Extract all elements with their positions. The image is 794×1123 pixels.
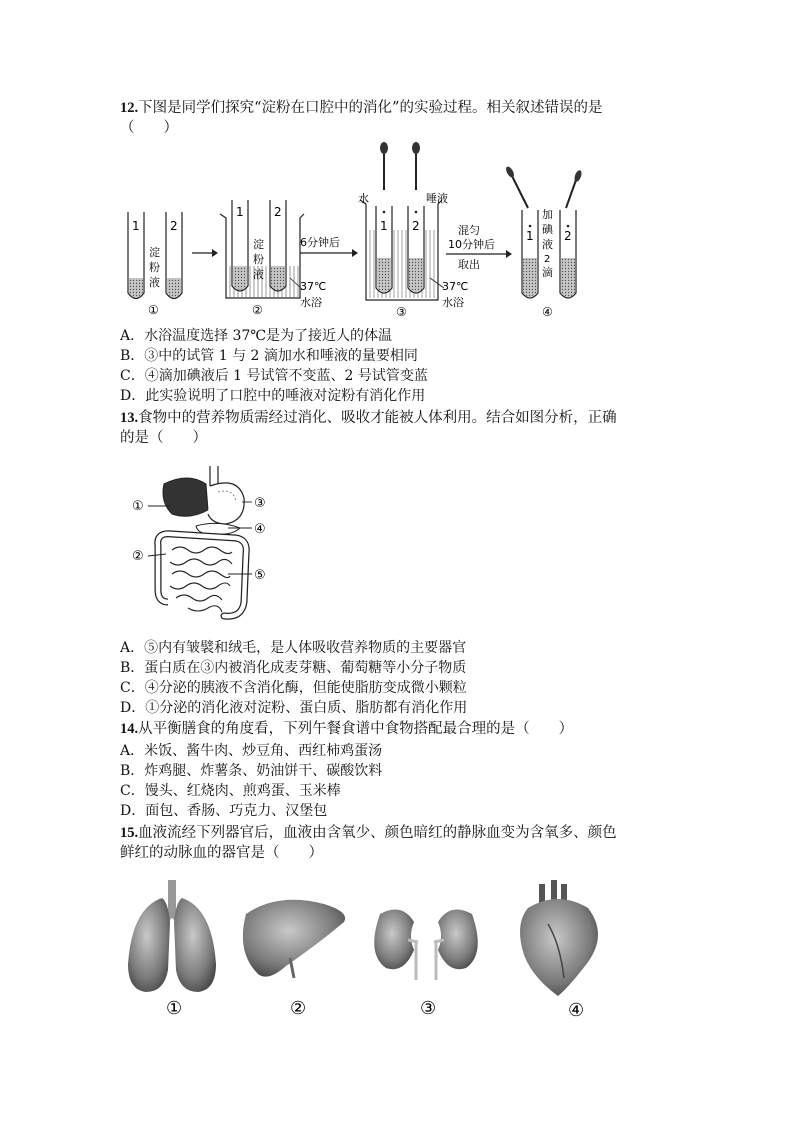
- q12-stem: [120, 98, 602, 118]
- q14-option-d: D．面包、香肠、巧克力、汉堡包: [120, 803, 328, 819]
- q15-number: 15.: [120, 825, 139, 841]
- q15-stem-line1: 15.血液流经下列器官后，血液由含氧少、颜色暗红的静脉血变为含氧多、颜色: [120, 825, 617, 841]
- q12-option-c: C．④滴加碘液后 1 号试管不变蓝、2 号试管变蓝: [120, 368, 428, 384]
- step2-beaker: [220, 200, 326, 317]
- svg-text:液: 液: [542, 238, 553, 251]
- q13-stem-line1: 13.食物中的营养物质需经过消化、吸收才能被人体利用。结合如图分析，正确: [120, 410, 617, 426]
- q15-stem-line2: 鲜红的动脉血的器官是（ ）: [120, 845, 323, 861]
- q12-answer-paren: （ ）: [120, 120, 178, 136]
- label-4-pancreas: ④: [254, 522, 266, 537]
- label-2-large-intestine: ②: [132, 549, 144, 564]
- svg-text:碘: 碘: [542, 223, 553, 236]
- label-5-small-intestine: ⑤: [254, 568, 266, 583]
- liver-image: [243, 900, 345, 1019]
- svg-text:粉: 粉: [149, 261, 160, 274]
- svg-text:2: 2: [564, 229, 572, 243]
- tube2-label: 2: [170, 219, 178, 233]
- tube1-label: 1: [132, 219, 140, 233]
- svg-text:1: 1: [236, 205, 244, 219]
- lungs-image: [128, 880, 216, 1019]
- svg-text:1: 1: [526, 229, 534, 243]
- q13-digestive-system-figure: [128, 462, 278, 630]
- organ-2-label: ②: [290, 998, 307, 1019]
- arrow3-takeout: 取出: [458, 258, 480, 271]
- svg-text:2: 2: [412, 219, 420, 233]
- q15-organs-figure: [118, 874, 618, 1024]
- svg-text:液: 液: [149, 276, 160, 289]
- step3-label: ③: [396, 305, 407, 319]
- svg-text:1: 1: [380, 219, 388, 233]
- water-label: 水: [358, 192, 369, 205]
- step2-temp: 37℃: [300, 280, 327, 293]
- svg-text:加: 加: [542, 208, 553, 221]
- svg-text:淀: 淀: [253, 238, 264, 251]
- heart-image: [520, 880, 598, 1021]
- svg-text:滴: 滴: [542, 266, 553, 279]
- q12-option-d: D．此实验说明了口腔中的唾液对淀粉有消化作用: [120, 388, 426, 404]
- step3-water-bath: 水浴: [442, 296, 464, 309]
- q13-option-a: A．⑤内有皱襞和绒毛，是人体吸收营养物质的主要器官: [120, 640, 467, 656]
- svg-text:液: 液: [253, 268, 264, 281]
- saliva-label: 唾液: [426, 192, 448, 205]
- step2-label: ②: [252, 303, 263, 317]
- organ-4-label: ④: [568, 1000, 585, 1021]
- q13-stem-line2: 的是（ ）: [120, 430, 207, 446]
- step4-tubes: [504, 165, 582, 319]
- svg-text:2: 2: [274, 205, 282, 219]
- q12-stem-text: 下图是同学们探究“淀粉在口腔中的消化”的实验过程。相关叙述错误的是: [138, 100, 603, 116]
- arrow3-time: 10分钟后: [448, 238, 495, 251]
- q12-experiment-figure: [120, 138, 600, 320]
- svg-text:2: 2: [544, 254, 551, 265]
- label-1-liver: ①: [132, 499, 144, 514]
- arrow3-mix: 混匀: [458, 224, 480, 237]
- q12-number: 12.: [120, 100, 139, 116]
- q12-option-b: B．③中的试管 1 与 2 滴加水和唾液的量要相同: [120, 348, 418, 364]
- step3-beaker: [358, 142, 468, 319]
- step1-label: ①: [148, 303, 159, 317]
- label-3-stomach: ③: [254, 496, 266, 511]
- step4-label: ④: [542, 305, 553, 319]
- q13-option-b: B．蛋白质在③内被消化成麦芽糖、葡萄糖等小分子物质: [120, 660, 467, 676]
- q14-number: 14.: [120, 721, 139, 737]
- q13-number: 13.: [120, 410, 139, 426]
- step3-temp: 37℃: [442, 280, 469, 293]
- svg-text:粉: 粉: [253, 253, 264, 266]
- q13-option-d: D．①分泌的消化液对淀粉、蛋白质、脂肪都有消化作用: [120, 700, 468, 716]
- organ-1-label: ①: [166, 998, 183, 1019]
- q12-option-a: A．水浴温度选择 37℃是为了接近人的体温: [120, 328, 393, 344]
- arrow2-text: 6分钟后: [300, 236, 340, 249]
- organ-3-label: ③: [420, 998, 437, 1019]
- q14-stem: 14.从平衡膳食的角度看，下列午餐食谱中食物搭配最合理的是（ ）: [120, 721, 574, 737]
- q14-option-b: B．炸鸡腿、炸薯条、奶油饼干、碳酸饮料: [120, 763, 383, 779]
- svg-text:淀: 淀: [149, 246, 160, 259]
- q14-option-a: A．米饭、酱牛肉、炒豆角、西红柿鸡蛋汤: [120, 743, 383, 759]
- step2-water-bath: 水浴: [300, 296, 322, 309]
- q13-option-c: C．④分泌的胰液不含消化酶，但能使脂肪变成微小颗粒: [120, 680, 467, 696]
- kidneys-image: [374, 910, 478, 1020]
- step1-tubes: [128, 212, 182, 317]
- q14-option-c: C．馒头、红烧肉、煎鸡蛋、玉米棒: [120, 783, 341, 799]
